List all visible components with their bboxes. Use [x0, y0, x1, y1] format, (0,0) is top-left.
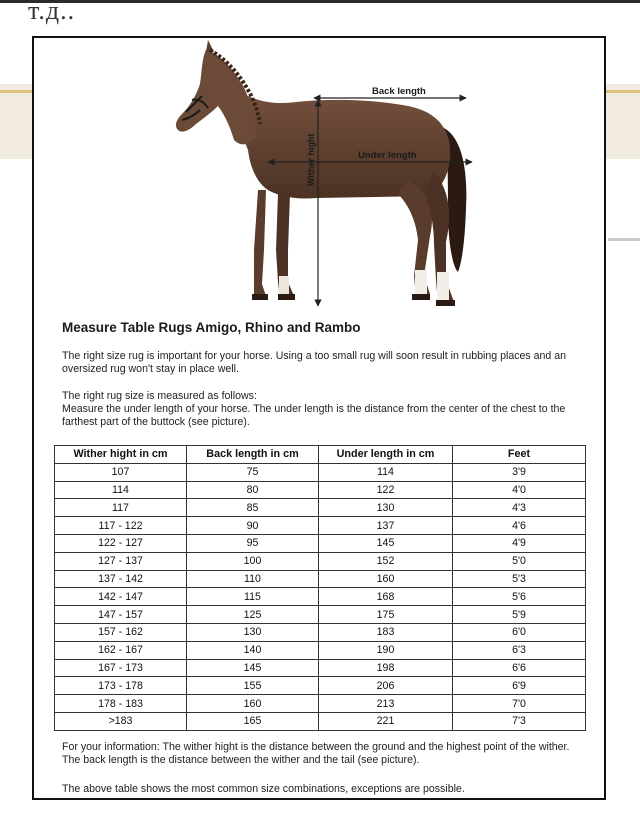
- cell-wither-height: 157 - 162: [55, 623, 187, 641]
- cell-back-length: 100: [187, 552, 319, 570]
- back-length-label: Back length: [372, 86, 426, 97]
- table-row: [55, 606, 586, 624]
- cell-under-length: 183: [319, 623, 453, 641]
- cell-feet: 5'3: [453, 570, 586, 588]
- cell-wither-height: 162 - 167: [55, 641, 187, 659]
- table-row: [55, 623, 586, 641]
- measure-table-card: [32, 36, 606, 800]
- cell-wither-height: 147 - 157: [55, 606, 187, 624]
- background-band-left: [0, 84, 36, 159]
- cell-feet: 4'0: [453, 481, 586, 499]
- under-length-label: Under length: [358, 150, 417, 161]
- footer-note: The above table shows the most common size combinations, exceptions are possible.: [62, 783, 465, 795]
- header-under-length: Under length in cm: [319, 446, 453, 464]
- cell-under-length: 168: [319, 588, 453, 606]
- header-back-length: Back length in cm: [187, 446, 319, 464]
- cell-wither-height: 117: [55, 499, 187, 517]
- cell-under-length: 190: [319, 641, 453, 659]
- cell-wither-height: 167 - 173: [55, 659, 187, 677]
- background-band-right: [606, 84, 640, 159]
- cell-back-length: 85: [187, 499, 319, 517]
- measure-instructions: [62, 390, 582, 429]
- cell-back-length: 80: [187, 481, 319, 499]
- info-paragraph: For your information: The wither hight is the distance between the ground and the highest point of the wither. The back length is the distance between the wither and the tail (see picture).: [62, 741, 570, 766]
- cell-back-length: 140: [187, 641, 319, 659]
- horse-measurement-figure: [146, 40, 488, 316]
- cell-wither-height: 173 - 178: [55, 677, 187, 695]
- table-row: [55, 588, 586, 606]
- cell-wither-height: 107: [55, 463, 187, 481]
- cell-wither-height: 122 - 127: [55, 534, 187, 552]
- cell-under-length: 130: [319, 499, 453, 517]
- cell-feet: 3'9: [453, 463, 586, 481]
- table-row: [55, 499, 586, 517]
- document-title: Measure Table Rugs Amigo, Rhino and Rambo: [62, 320, 361, 335]
- cell-under-length: 221: [319, 712, 453, 730]
- cell-under-length: 122: [319, 481, 453, 499]
- horse-neck-head: [176, 50, 256, 144]
- measure-text: Measure the under length of your horse. The under length is the distance from the center of the chest to the farthest part of the buttock (see picture).: [62, 403, 566, 428]
- horse-sock-hind-right: [437, 272, 449, 300]
- table-row: [55, 570, 586, 588]
- page-header-fragment: т.д..: [28, 0, 76, 25]
- horse-sock-front: [279, 276, 289, 294]
- horse-sock-hind: [415, 270, 427, 294]
- background-divider-right: [608, 238, 640, 241]
- cell-wither-height: 142 - 147: [55, 588, 187, 606]
- cell-back-length: 90: [187, 517, 319, 535]
- table-header-row: [55, 446, 586, 464]
- horse-hoof: [252, 294, 268, 300]
- cell-back-length: 130: [187, 623, 319, 641]
- cell-under-length: 152: [319, 552, 453, 570]
- table-row: [55, 481, 586, 499]
- cell-back-length: 95: [187, 534, 319, 552]
- cell-back-length: 160: [187, 695, 319, 713]
- cell-back-length: 155: [187, 677, 319, 695]
- size-table: [54, 445, 586, 731]
- cell-feet: 7'3: [453, 712, 586, 730]
- cell-feet: 5'9: [453, 606, 586, 624]
- horse-hoof: [436, 300, 455, 306]
- cell-back-length: 75: [187, 463, 319, 481]
- cell-wither-height: 114: [55, 481, 187, 499]
- table-row: [55, 712, 586, 730]
- top-edge-strip: [0, 0, 640, 3]
- cell-feet: 6'0: [453, 623, 586, 641]
- cell-back-length: 145: [187, 659, 319, 677]
- cell-feet: 4'3: [453, 499, 586, 517]
- cell-under-length: 175: [319, 606, 453, 624]
- cell-wither-height: 127 - 137: [55, 552, 187, 570]
- cell-feet: 4'9: [453, 534, 586, 552]
- table-row: [55, 552, 586, 570]
- measure-heading: The right rug size is measured as follows:: [62, 390, 257, 402]
- cell-wither-height: 137 - 142: [55, 570, 187, 588]
- cell-under-length: 114: [319, 463, 453, 481]
- cell-wither-height: >183: [55, 712, 187, 730]
- cell-under-length: 137: [319, 517, 453, 535]
- cell-back-length: 165: [187, 712, 319, 730]
- cell-wither-height: 178 - 183: [55, 695, 187, 713]
- header-feet: Feet: [453, 446, 586, 464]
- table-row: [55, 695, 586, 713]
- header-wither-height: Wither hight in cm: [55, 446, 187, 464]
- cell-feet: 6'9: [453, 677, 586, 695]
- wither-height-label: Wither hight: [306, 133, 316, 186]
- cell-under-length: 206: [319, 677, 453, 695]
- cell-under-length: 145: [319, 534, 453, 552]
- cell-feet: 7'0: [453, 695, 586, 713]
- intro-paragraph: The right size rug is important for your horse. Using a too small rug will soon result in rubbing places and an oversized rug won't stay in place well.: [62, 350, 567, 375]
- cell-wither-height: 117 - 122: [55, 517, 187, 535]
- horse-hoof: [412, 294, 430, 300]
- cell-under-length: 160: [319, 570, 453, 588]
- table-row: [55, 517, 586, 535]
- cell-under-length: 213: [319, 695, 453, 713]
- cell-under-length: 198: [319, 659, 453, 677]
- table-row: [55, 659, 586, 677]
- cell-feet: 5'0: [453, 552, 586, 570]
- table-row: [55, 641, 586, 659]
- cell-feet: 6'6: [453, 659, 586, 677]
- table-row: [55, 463, 586, 481]
- cell-feet: 4'6: [453, 517, 586, 535]
- cell-back-length: 110: [187, 570, 319, 588]
- cell-back-length: 115: [187, 588, 319, 606]
- cell-feet: 5'6: [453, 588, 586, 606]
- cell-back-length: 125: [187, 606, 319, 624]
- table-row: [55, 534, 586, 552]
- horse-hoof: [278, 294, 295, 300]
- cell-feet: 6'3: [453, 641, 586, 659]
- horse-front-leg-left: [254, 190, 266, 298]
- table-row: [55, 677, 586, 695]
